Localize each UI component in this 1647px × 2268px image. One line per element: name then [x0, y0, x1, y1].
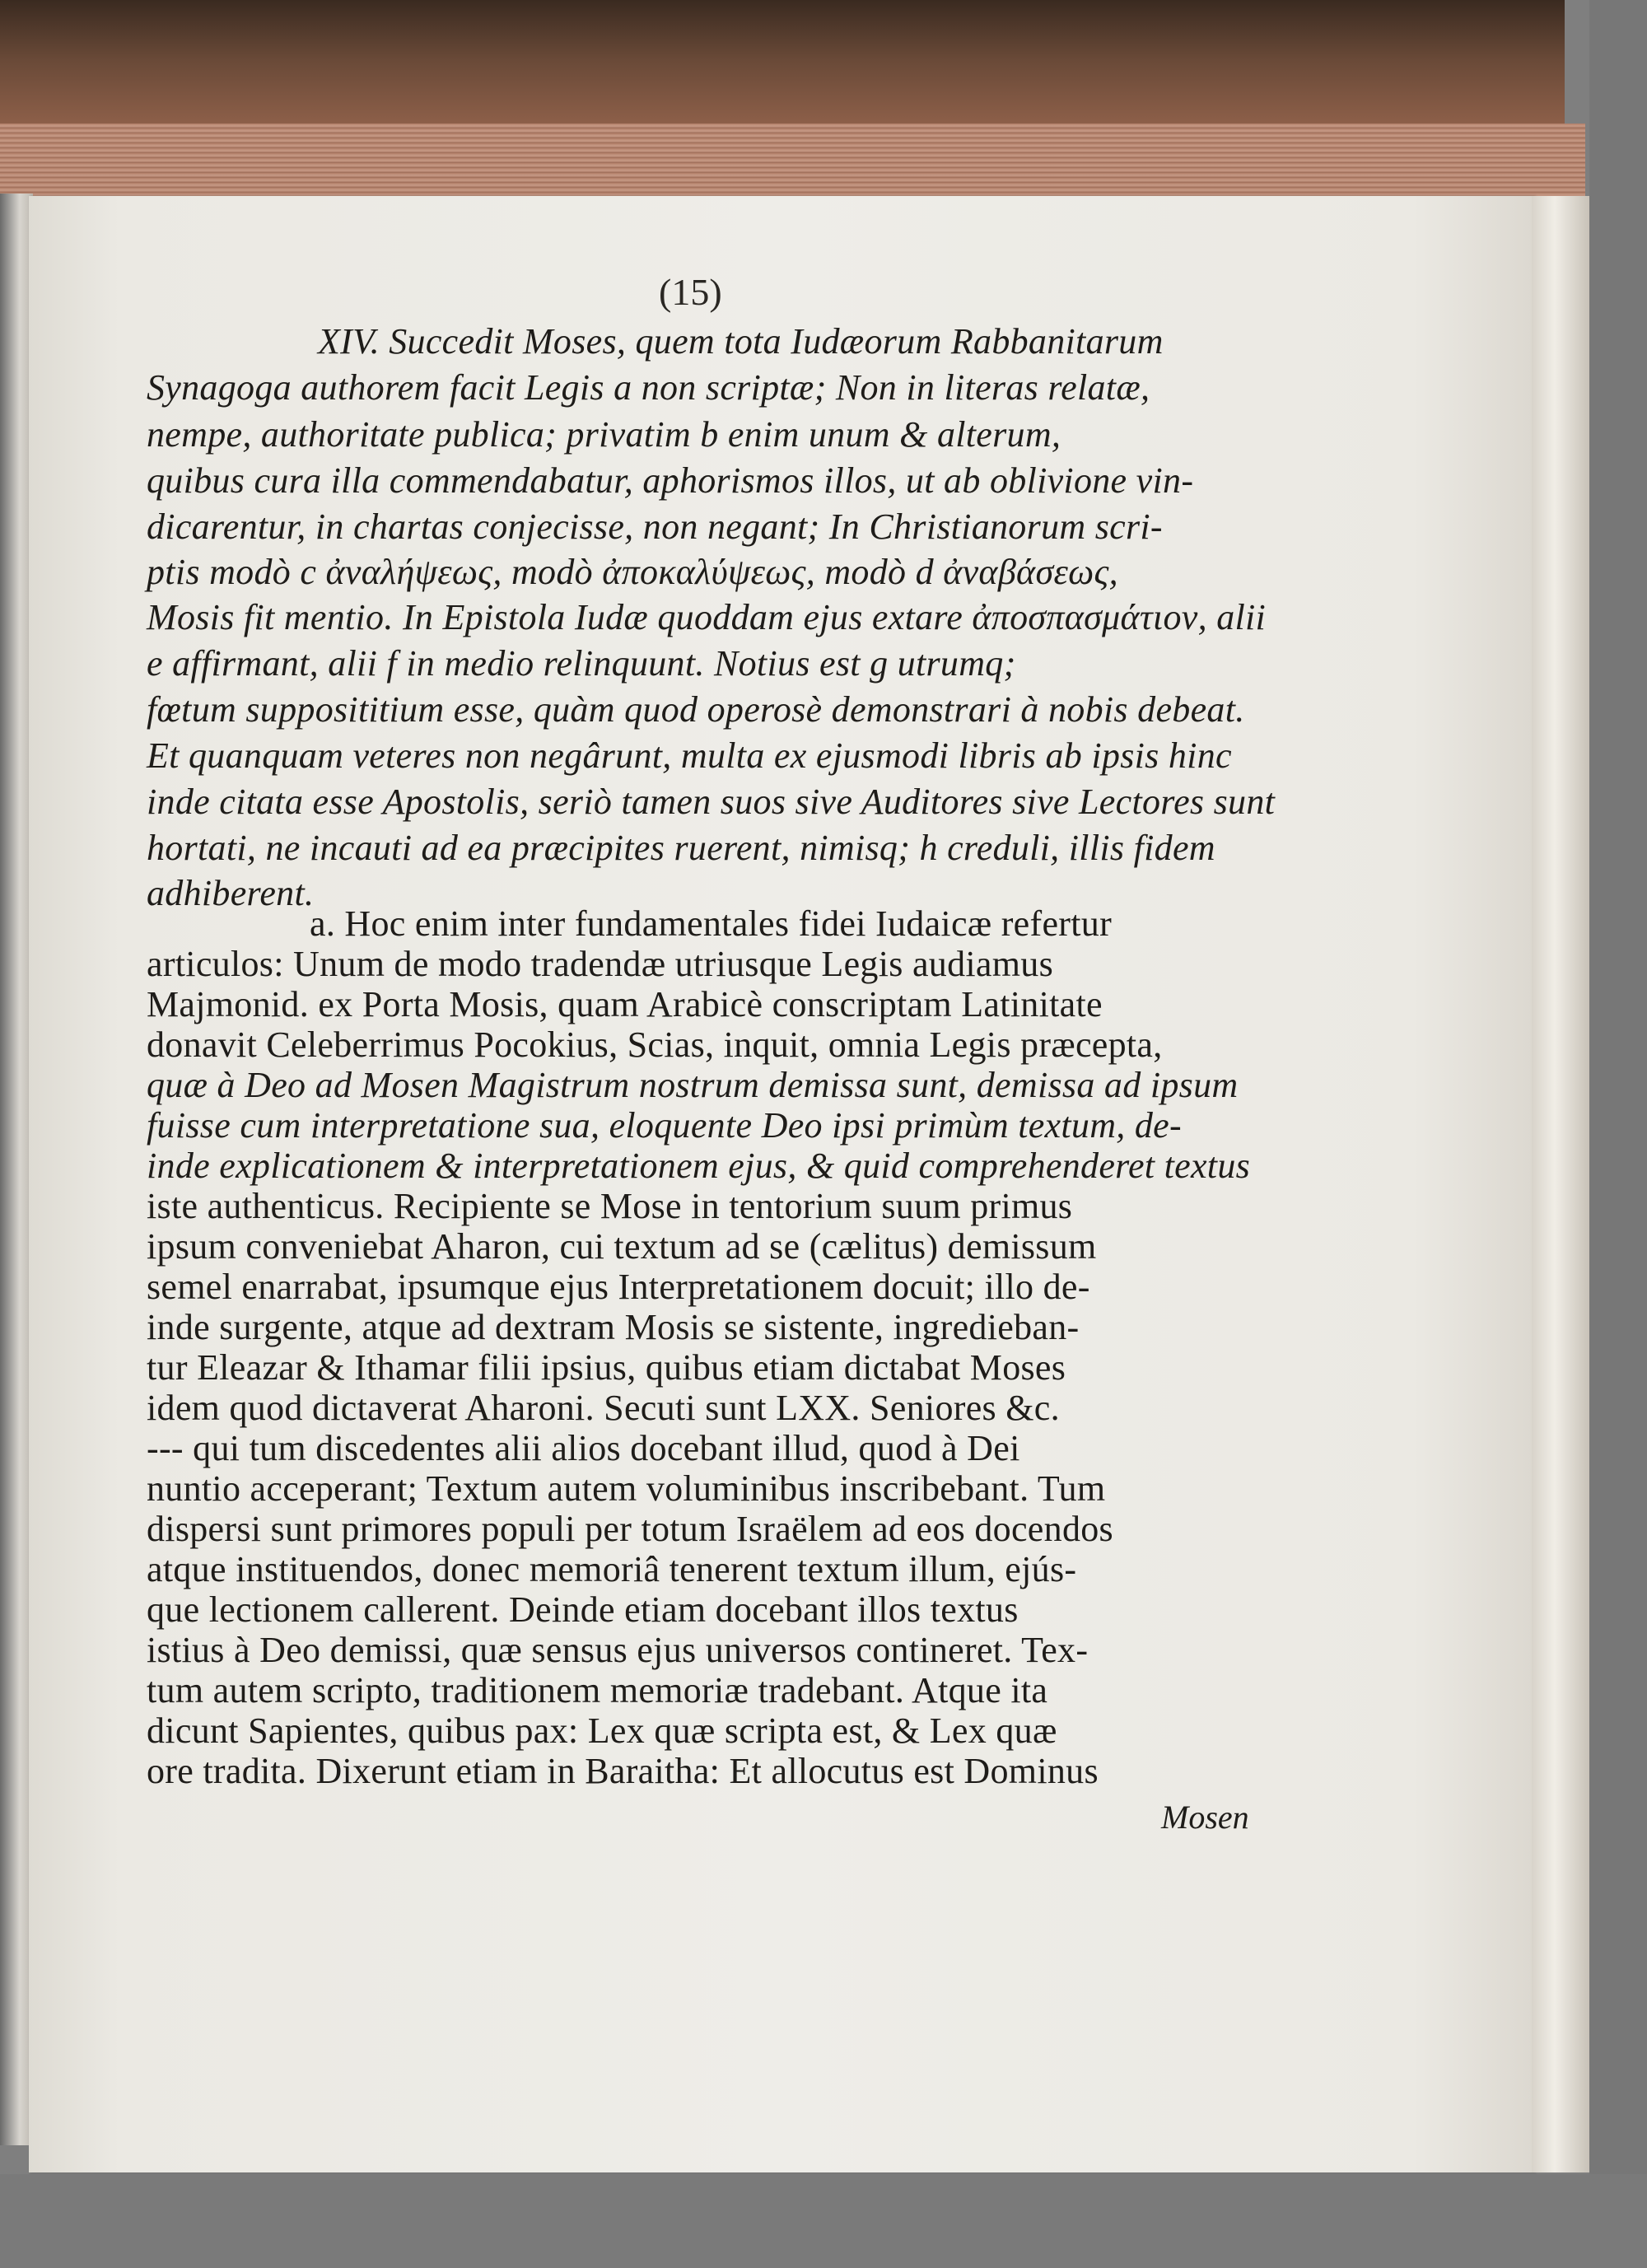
p1-line-7: Mosis fit mentio. In Epistola Iudæ quoddam ejus extare ἀποσπασμάτιον, alii	[147, 597, 1267, 637]
catchword: Mosen	[1161, 1799, 1249, 1836]
fn-line-22: ore tradita. Dixerunt etiam in Baraitha: Et allocutus est Dominus	[147, 1751, 1099, 1791]
p1-line-1: XIV. Succedit Moses, quem tota Iudæorum Rabbanitarum	[318, 321, 1164, 362]
fn-line-21: dicunt Sapientes, quibus pax: Lex quæ scripta est, & Lex quæ	[147, 1710, 1057, 1751]
fn-line-13: idem quod dictaverat Aharoni. Secuti sunt LXX. Seniores &c.	[147, 1388, 1060, 1428]
p1-line-10: Et quanquam veteres non negârunt, multa ex ejusmodi libris ab ipsis hinc	[147, 735, 1232, 776]
fn-line-18: que lectionem callerent. Deinde etiam docebant illos textus	[147, 1589, 1019, 1630]
p1-line-3: nempe, authoritate publica; privatim b enim unum & alterum,	[147, 414, 1061, 455]
fn-line-11: inde surgente, atque ad dextram Mosis se sistente, ingredieban-	[147, 1307, 1080, 1347]
fn-line-14: --- qui tum discedentes alii alios docebant illud, quod à Dei	[147, 1428, 1020, 1468]
p1-line-2: Synagoga authorem facit Legis a non scriptæ; Non in literas relatæ,	[147, 367, 1150, 408]
p1-line-6: ptis modò c ἀναλήψεως, modò ἀποκαλύψεως, modò d ἀναβάσεως,	[147, 552, 1118, 592]
fn-line-10: semel enarrabat, ipsumque ejus Interpretationem docuit; illo de-	[147, 1267, 1090, 1307]
p1-line-8: e affirmant, alii f in medio relinquunt. Notius est g utrumq;	[147, 643, 1016, 684]
fn-line-2: articulos: Unum de modo tradendæ utriusque Legis audiamus	[147, 944, 1054, 984]
fn-line-9: ipsum conveniebat Aharon, cui textum ad se (cælitus) demissum	[147, 1226, 1097, 1267]
p1-line-11: inde citata esse Apostolis, seriò tamen suos sive Auditores sive Lectores sunt	[147, 782, 1276, 822]
fn-line-1: a. Hoc enim inter fundamentales fidei Iudaicæ refertur	[310, 903, 1113, 944]
p1-line-5: dicarentur, in chartas conjecisse, non negant; In Christianorum scri-	[147, 506, 1163, 547]
fn-line-3: Majmonid. ex Porta Mosis, quam Arabicè conscriptam Latinitate	[147, 984, 1103, 1024]
fn-line-4: donavit Celeberrimus Pocokius, Scias, inquit, omnia Legis præcepta,	[147, 1024, 1163, 1065]
fn-line-8: iste authenticus. Recipiente se Mose in tentorium suum primus	[147, 1186, 1073, 1226]
fn-line-5: quæ à Deo ad Mosen Magistrum nostrum demissa sunt, demissa ad ipsum	[147, 1065, 1239, 1105]
fn-line-6: fuisse cum interpretatione sua, eloquente Deo ipsi primùm textum, de-	[147, 1105, 1182, 1146]
p1-line-12: hortati, ne incauti ad ea præcipites ruerent, nimisq; h creduli, illis fidem	[147, 828, 1215, 868]
fn-line-16: dispersi sunt primores populi per totum Israëlem ad eos docendos	[147, 1509, 1113, 1549]
p1-line-13: adhiberent.	[147, 873, 315, 913]
fn-line-7: inde explicationem & interpretationem ejus, & quid comprehenderet textus	[147, 1146, 1251, 1186]
p1-line-4: quibus cura illa commendabatur, aphorismos illos, ut ab oblivione vin-	[147, 460, 1194, 501]
p1-line-9: fœtum supposititium esse, quàm quod operosè demonstrari à nobis debeat.	[147, 689, 1245, 730]
page-number: (15)	[659, 271, 722, 313]
fn-line-20: tum autem scripto, traditionem memoriæ tradebant. Atque ita	[147, 1670, 1048, 1710]
fn-line-12: tur Eleazar & Ithamar filii ipsius, quibus etiam dictabat Moses	[147, 1347, 1066, 1388]
fn-line-15: nuntio acceperant; Textum autem voluminibus inscribebant. Tum	[147, 1468, 1106, 1509]
fn-line-17: atque instituendos, donec memoriâ tenerent textum illum, ejús-	[147, 1549, 1077, 1589]
fn-line-19: istius à Deo demissi, quæ sensus ejus universos contineret. Tex-	[147, 1630, 1089, 1670]
